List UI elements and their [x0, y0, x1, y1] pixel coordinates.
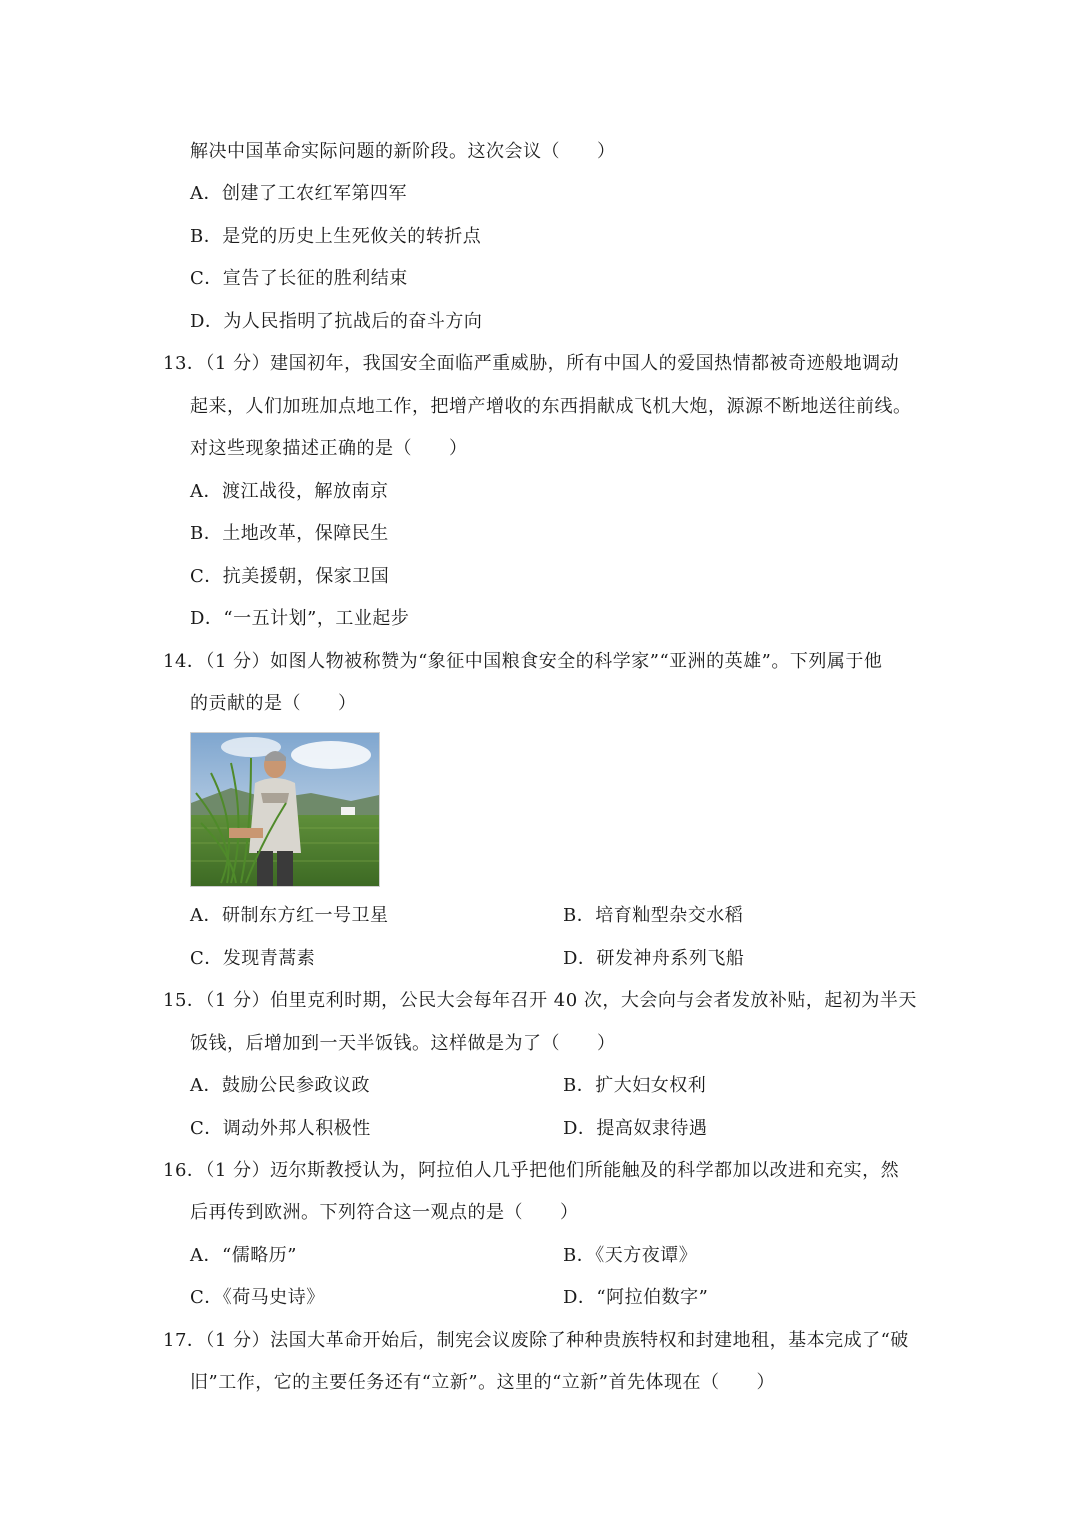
q15-option-a: A．鼓励公民参政议政: [190, 1075, 370, 1096]
q12-option-a: A．创建了工农红军第四军: [190, 183, 407, 204]
q15-stem-line-2: 饭钱，后增加到一天半饭钱。这样做是为了（ ）: [190, 1033, 616, 1054]
q16-option-c: C．《荷马史诗》: [190, 1287, 325, 1308]
q14-option-c: C．发现青蒿素: [190, 948, 316, 969]
q14-option-a: A．研制东方红一号卫星: [190, 905, 389, 926]
q15-option-d: D．提高奴隶待遇: [563, 1118, 708, 1139]
q15-option-c: C．调动外邦人积极性: [190, 1118, 371, 1139]
q15-stem-line-1: 15．（1 分）伯里克利时期，公民大会每年召开 40 次，大会向与会者发放补贴，起初为半天: [163, 990, 917, 1011]
q14-stem-line-2: 的贡献的是（ ）: [190, 693, 357, 714]
q13-stem-line-3: 对这些现象描述正确的是（ ）: [190, 438, 468, 459]
q13-option-b: B．土地改革，保障民生: [190, 523, 389, 544]
q13-stem-line-1: 13．（1 分）建国初年，我国安全面临严重威胁，所有中国人的爱国热情都被奇迹般地调动: [163, 353, 900, 374]
q15-option-b: B．扩大妇女权利: [563, 1075, 707, 1096]
q12-option-d: D．为人民指明了抗战后的奋斗方向: [190, 311, 483, 332]
q16-option-d: D．“阿拉伯数字”: [563, 1287, 709, 1308]
q17-stem-line-1: 17．（1 分）法国大革命开始后，制宪会议废除了种种贵族特权和封建地租，基本完成了“破: [163, 1330, 909, 1351]
q16-stem-line-2: 后再传到欧洲。下列符合这一观点的是（ ）: [190, 1202, 579, 1223]
q14-option-d: D．研发神舟系列飞船: [563, 948, 745, 969]
q13-option-a: A．渡江战役，解放南京: [190, 481, 389, 502]
q14-option-b: B．培育籼型杂交水稻: [563, 905, 744, 926]
q16-stem-line-1: 16．（1 分）迈尔斯教授认为，阿拉伯人几乎把他们所能触及的科学都加以改进和充实，然: [163, 1160, 900, 1181]
q13-option-c: C．抗美援朝，保家卫国: [190, 566, 390, 587]
scientist-rice-field-photo: [190, 732, 380, 887]
q12-stem-continuation: 解决中国革命实际问题的新阶段。这次会议（ ）: [190, 141, 616, 162]
q12-option-c: C．宣告了长征的胜利结束: [190, 268, 408, 289]
photo-illustration: [191, 733, 379, 886]
q17-stem-line-2: 旧”工作，它的主要任务还有“立新”。这里的“立新”首先体现在（ ）: [190, 1372, 776, 1393]
q12-option-b: B．是党的历史上生死攸关的转折点: [190, 226, 482, 247]
q16-option-a: A．“儒略历”: [190, 1245, 297, 1266]
q16-option-b: B．《天方夜谭》: [563, 1245, 698, 1266]
q13-option-d: D．“一五计划”，工业起步: [190, 608, 410, 629]
q14-stem-line-1: 14．（1 分）如图人物被称赞为“象征中国粮食安全的科学家”“亚洲的英雄”。下列属于他: [163, 651, 883, 672]
q13-stem-line-2: 起来，人们加班加点地工作，把增产增收的东西捐献成飞机大炮，源源不断地送往前线。: [190, 396, 912, 417]
